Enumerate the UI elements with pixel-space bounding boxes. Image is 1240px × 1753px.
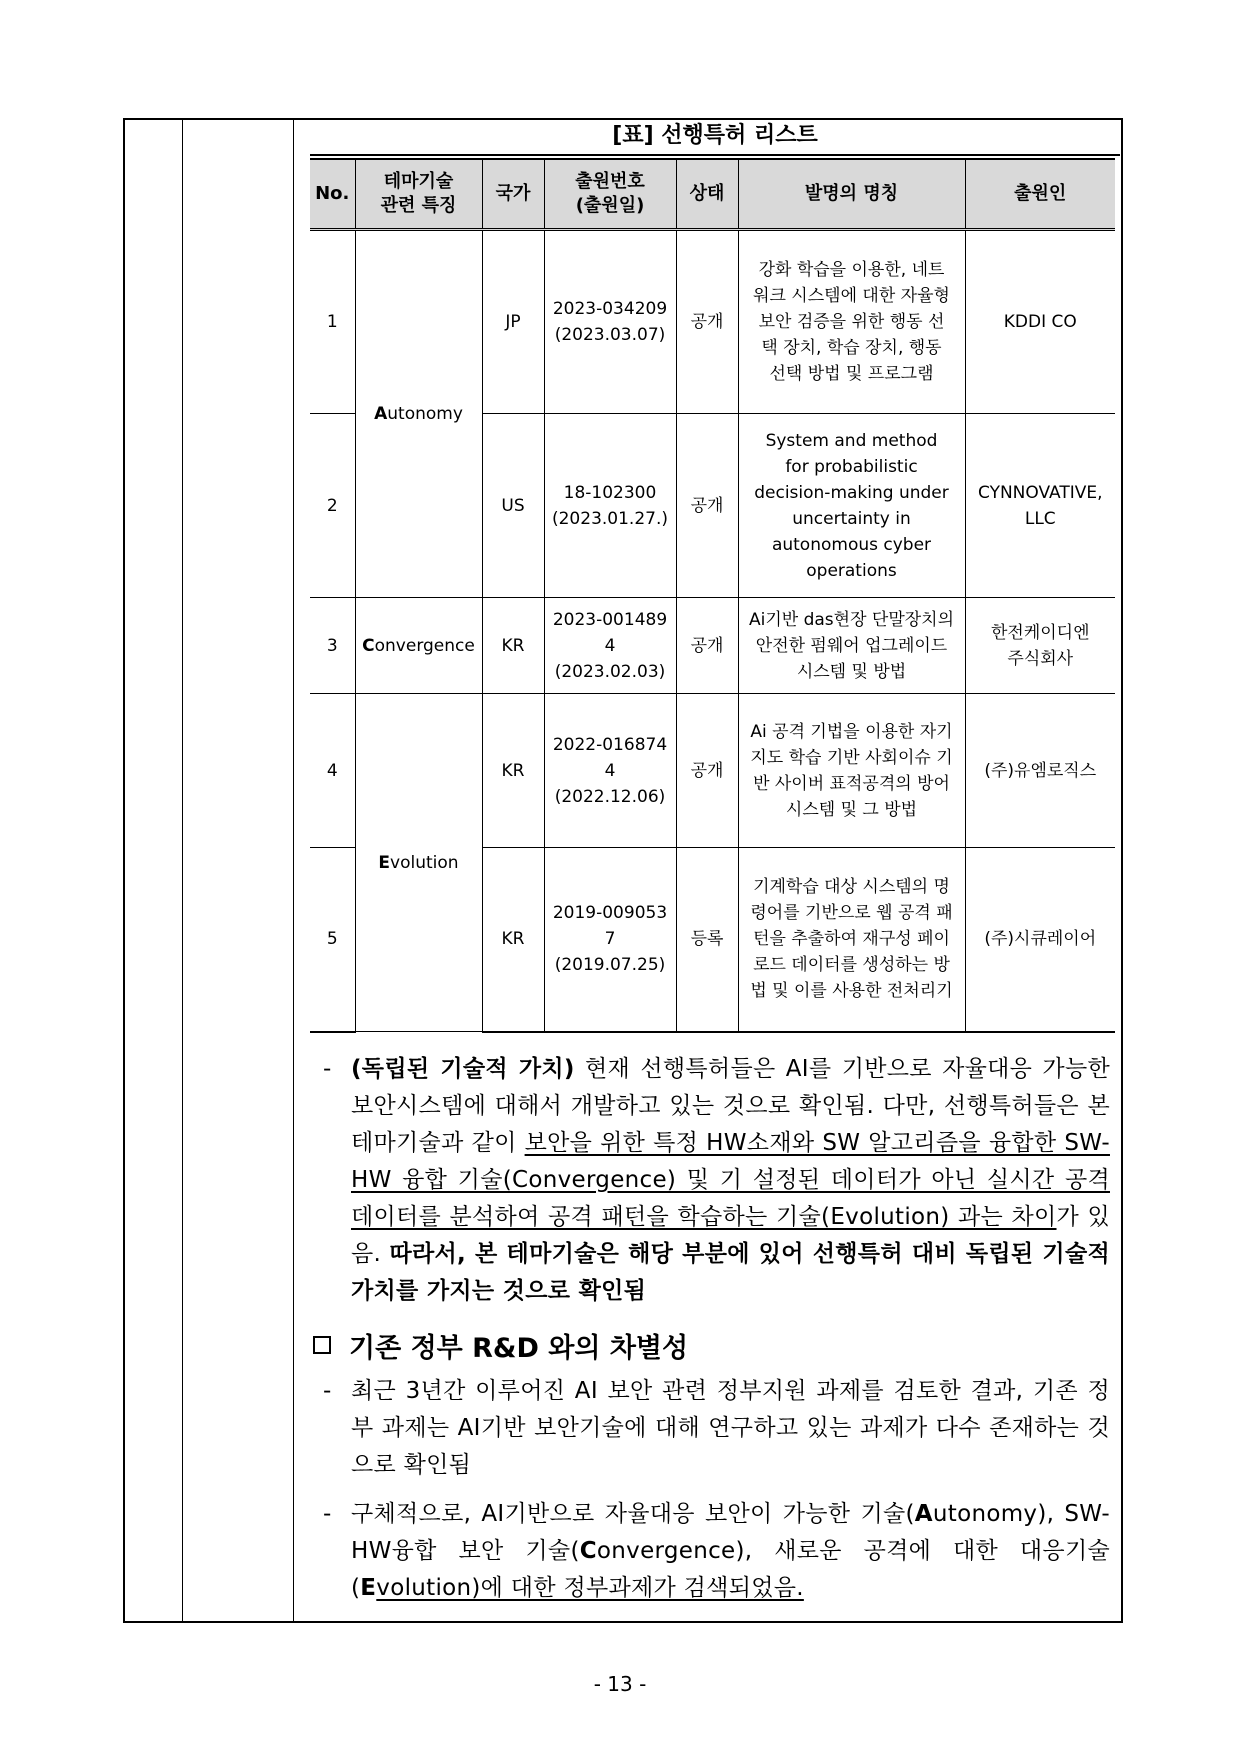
- row-country: JP: [482, 230, 544, 414]
- bullet-dash: -: [323, 1377, 332, 1404]
- row-applicant: (주)유엠로직스: [965, 694, 1115, 848]
- bullet-dash: -: [323, 1055, 332, 1082]
- row-no: 3: [310, 598, 355, 694]
- row-applicant: CYNNOVATIVE, LLC: [965, 414, 1115, 598]
- main-content: [305, 118, 1120, 1607]
- header-status: 상태: [676, 159, 738, 230]
- header-invention: 발명의 명칭: [738, 159, 965, 230]
- row-country: KR: [482, 848, 544, 1032]
- paragraph-gov-review: [305, 1373, 1120, 1484]
- row-status: 공개: [676, 694, 738, 848]
- theme-convergence: Convergence: [355, 598, 482, 694]
- table-row: [310, 694, 1115, 848]
- checkbox-square-icon: [313, 1336, 331, 1354]
- row-invention: Ai 공격 기법을 이용한 자기 지도 학습 기반 사회이슈 기반 사이버 표적공격의 방어 시스템 및 그 방법: [738, 694, 965, 848]
- prior-patents-table: [310, 158, 1115, 1033]
- paragraph-text: 최근 3년간 이루어진 AI 보안 관련 정부지원 과제를 검토한 결과, 기존 정부 과제는 AI기반 보안기술에 대해 연구하고 있는 과제가 다수 존재하는 것으로 확인됨: [351, 1377, 1110, 1478]
- row-status: 공개: [676, 414, 738, 598]
- table-header-row: [310, 159, 1115, 230]
- header-applicant: 출원인: [965, 159, 1115, 230]
- section-title: 기존 정부 R&D 와의 차별성: [349, 1332, 689, 1364]
- row-invention: Ai기반 das현장 단말장치의 안전한 펌웨어 업그레이드 시스템 및 방법: [738, 598, 965, 694]
- row-invention: 기계학습 대상 시스템의 명령어를 기반으로 웹 공격 패턴을 추출하여 재구성 페이로드 데이터를 생성하는 방법 및 이를 사용한 전처리기: [738, 848, 965, 1032]
- row-country: US: [482, 414, 544, 598]
- bullet-dash: -: [323, 1500, 332, 1527]
- page-number: - 13 -: [593, 1672, 647, 1696]
- table-row: [310, 230, 1115, 414]
- row-status: 공개: [676, 598, 738, 694]
- row-application: 2023-001489 4 (2023.02.03): [544, 598, 676, 694]
- paragraph-text: 구체적으로, AI기반으로 자율대응 보안이 가능한 기술(Autonomy), SW-HW융합 보안 기술(Convergence), 새로운 공격에 대한 대응기술 (Evolution)에 대한 정부과제가 검색되었음.: [351, 1500, 1110, 1601]
- row-application: 2022-016874 4 (2022.12.06): [544, 694, 676, 848]
- column-divider-2: [293, 118, 294, 1623]
- row-no: 5: [310, 848, 355, 1032]
- row-no: 2: [310, 414, 355, 598]
- row-invention: System and method for probabilistic decision-making under uncertainty in autonomous cyber operations: [738, 414, 965, 598]
- row-application: 18-102300 (2023.01.27.): [544, 414, 676, 598]
- theme-evolution: Evolution: [355, 694, 482, 1032]
- row-no: 4: [310, 694, 355, 848]
- row-no: 1: [310, 230, 355, 414]
- row-applicant: 한전케이디엔 주식회사: [965, 598, 1115, 694]
- section-heading: [305, 1326, 1120, 1365]
- header-application: 출원번호 (출원일): [544, 159, 676, 230]
- table-row: [310, 598, 1115, 694]
- theme-autonomy: Autonomy: [355, 230, 482, 598]
- paragraph-independent-value: [305, 1051, 1120, 1310]
- row-status: 등록: [676, 848, 738, 1032]
- header-no: No.: [310, 159, 355, 230]
- paragraph-text: (독립된 기술적 가치) 현재 선행특허들은 AI를 기반으로 자율대응 가능한 보안시스템에 대해서 개발하고 있는 것으로 확인됨. 다만, 선행특허들은 본 테마기술과 같이 보안을 위한 특정 HW소재와 SW 알고리즘을 융합한 SW-HW 융합 기술(Convergence) 및 기 설정된 데이터가 아닌 실시간 공격 데이터를 분석하여 공격 패턴을 학습하는 기술(Evolution) 과는 차이가 있음. 따라서, 본 테마기술은 해당 부분에 있어 선행특허 대비 독립된 기술적 가치를 가지는 것으로 확인됨: [351, 1055, 1110, 1304]
- row-application: 2023-034209 (2023.03.07): [544, 230, 676, 414]
- header-theme: 테마기술 관련 특징: [355, 159, 482, 230]
- table-title: [표] 선행특허 리스트: [310, 118, 1120, 156]
- row-applicant: (주)시큐레이어: [965, 848, 1115, 1032]
- row-applicant: KDDI CO: [965, 230, 1115, 414]
- row-country: KR: [482, 694, 544, 848]
- row-country: KR: [482, 598, 544, 694]
- row-invention: 강화 학습을 이용한, 네트워크 시스템에 대한 자율형 보안 검증을 위한 행동 선택 장치, 학습 장치, 행동 선택 방법 및 프로그램: [738, 230, 965, 414]
- header-country: 국가: [482, 159, 544, 230]
- paragraph-gov-specifics: [305, 1496, 1120, 1607]
- row-status: 공개: [676, 230, 738, 414]
- column-divider-1: [182, 118, 183, 1623]
- row-application: 2019-009053 7 (2019.07.25): [544, 848, 676, 1032]
